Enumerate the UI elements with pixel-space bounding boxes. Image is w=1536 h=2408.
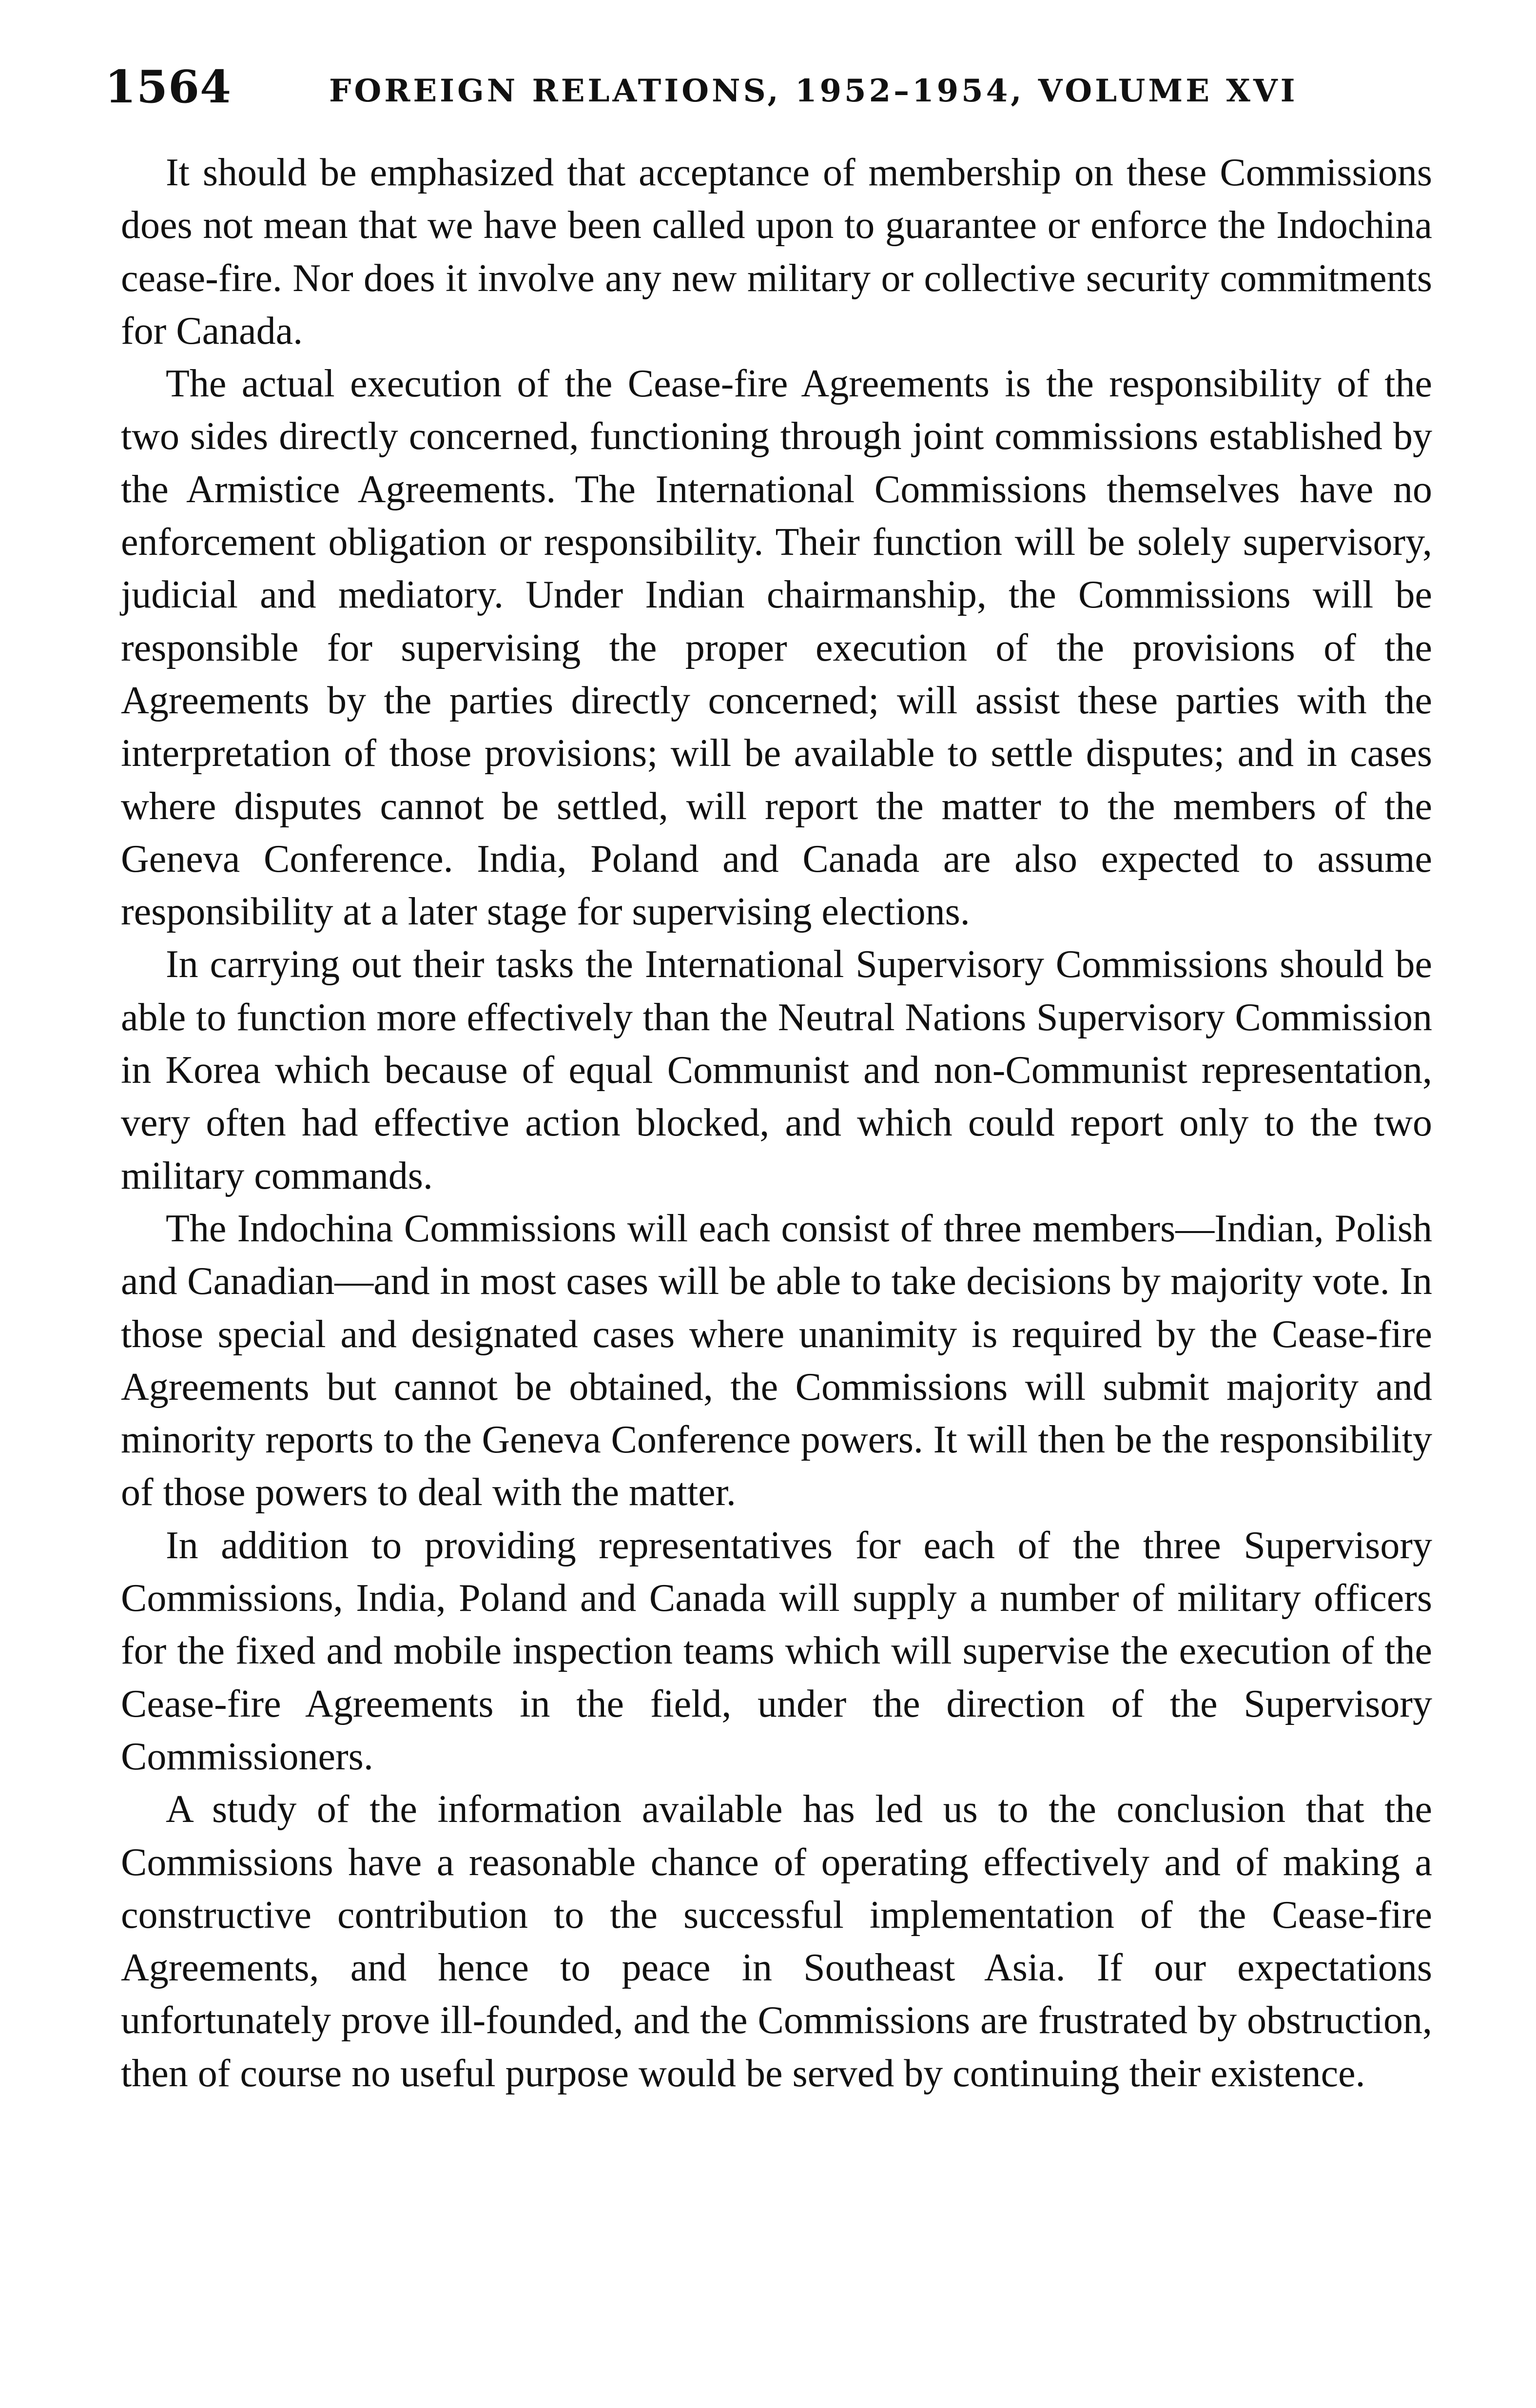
page-header — [105, 58, 1421, 126]
paragraph-membership: It should be emphasized that acceptance of membership on these Commissions does not mean that we have been called upon to guarantee or enforce the Indochina cease-fire. Nor does it involve any new military or collective security commitments for Canada. — [121, 151, 1432, 352]
page-number: 1564 — [105, 60, 232, 113]
paragraph-military-officers: In addition to providing representatives for each of the three Supervisory Commissions, India, Poland and Canada will supply a number of military officers for the fixed and mobile inspection teams which will supervise the execution of the Cease-fire Agreements in the field, under the direction of the Supervisory Commissioners. — [121, 1524, 1432, 1778]
paragraph-composition: The Indochina Commissions will each consist of three members—Indian, Polish and Canadian—and in most cases will be able to take decisions by majority vote. In those special and designated cases where unanimity is required by the Cease-fire Agreements but cannot be obtained, the Commissions will submit majority and minority reports to the Geneva Conference powers. It will then be the responsibility of those powers to deal with the matter. — [121, 1207, 1432, 1514]
paragraph-tasks: In carrying out their tasks the International Supervisory Commissions should be able to function more effectively than the Neutral Nations Supervisory Commission in Korea which because of equal Communist and non-Communist representation, very often had effective action blocked, and which could report only to the two military commands. — [121, 943, 1432, 1197]
running-head: FOREIGN RELATIONS, 1952–1954, VOLUME XVI — [329, 73, 1298, 109]
body-text — [121, 146, 1432, 2100]
paragraph-execution: The actual execution of the Cease-fire Agreements is the responsibility of the two sides directly concerned, functioning through joint commissions established by the Armistice Agreements. The International Commissions themselves have no enforcement obligation or responsibility. Their function will be solely supervisory, judicial and mediatory. Under Indian chairmanship, the Commissions will be responsible for supervising the proper execution of the provisions of the Agreements by the parties directly concerned; will assist these parties with the interpretation of those provisions; will be available to settle disputes; and in cases where disputes cannot be settled, will report the matter to the members of the Geneva Conference. India, Poland and Canada are also expected to assume responsibility at a later stage for supervising elections. — [121, 362, 1432, 934]
paragraph-conclusion: A study of the information available has led us to the conclusion that the Commissions have a reasonable chance of operating effectively and of making a constructive contribution to the successful implementation of the Cease-fire Agreements, and hence to peace in Southeast Asia. If our expectations unfortunately prove ill-founded, and the Commissions are frustrated by obstruction, then of course no useful purpose would be served by continuing their existence. — [121, 1788, 1432, 2095]
